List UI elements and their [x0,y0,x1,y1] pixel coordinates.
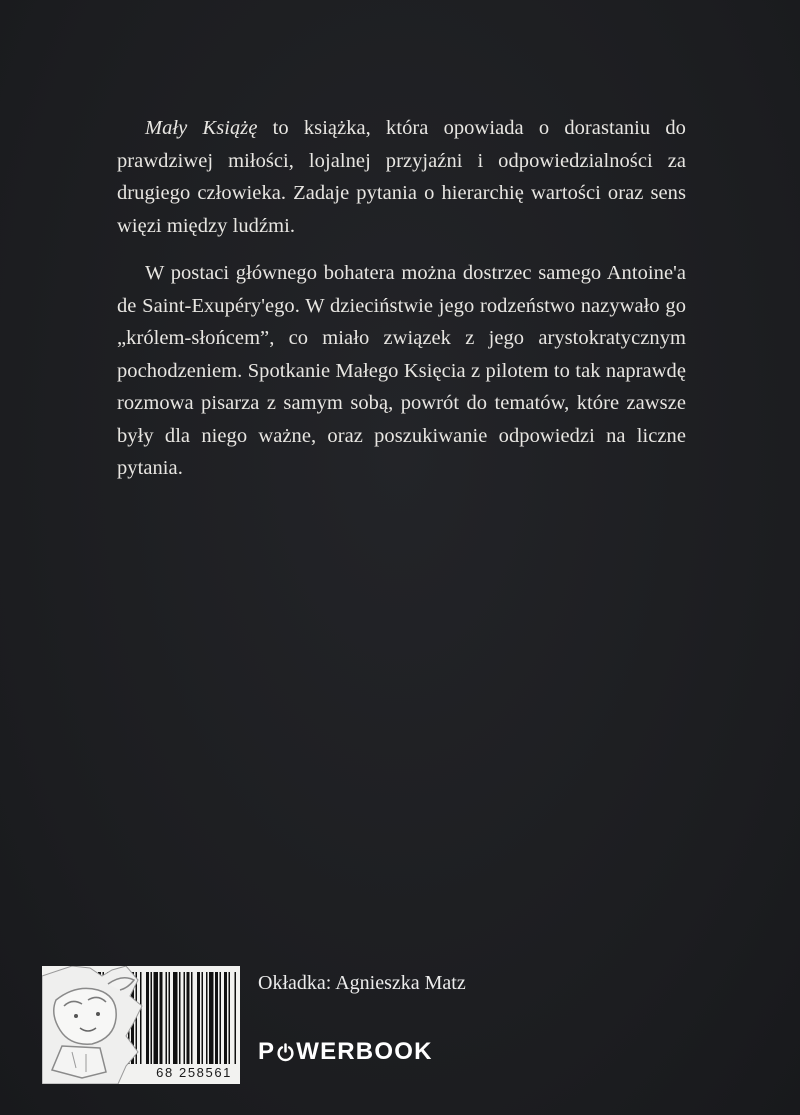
blurb-paragraph-2: W postaci głównego bohatera można dostrzec samego Antoine'a de Saint-Exupéry'ego. W dzieciństwie jego rodzeństwo nazywało go „królem-słońcem”, co miało związek z jego arystokratycznym pochodzeniem. Spotkanie Małego Księcia z pilotem to tak naprawdę rozmowa pisarza z samym sobą, powrót do tematów, które zawsze były dla niego ważne, oraz poszukiwanie odpowiedzi na liczne pytania. [117,262,686,479]
publisher-suffix: WERBOOK [296,1038,433,1065]
book-title: Mały Książę [145,117,258,139]
publisher-logo [258,1038,433,1066]
power-icon [276,1043,295,1062]
publisher-prefix: P [258,1038,276,1065]
barcode-number: 68 258561 [156,1065,232,1080]
blurb-paragraph-1 [117,112,686,242]
blurb-paragraph-1-body: to książka, która opowiada o dorastaniu do prawdziwej miłości, lojalnej przyjaźni i odpowiedzialności za drugiego człowieka. Zadaje pytania o hierarchię wartości oraz sens więzi między ludźmi. [117,117,686,237]
cover-credit: Okładka: Agnieszka Matz [258,972,466,994]
little-prince-sticker-icon [42,966,152,1084]
barcode [42,966,240,1084]
blurb-text [117,112,686,485]
